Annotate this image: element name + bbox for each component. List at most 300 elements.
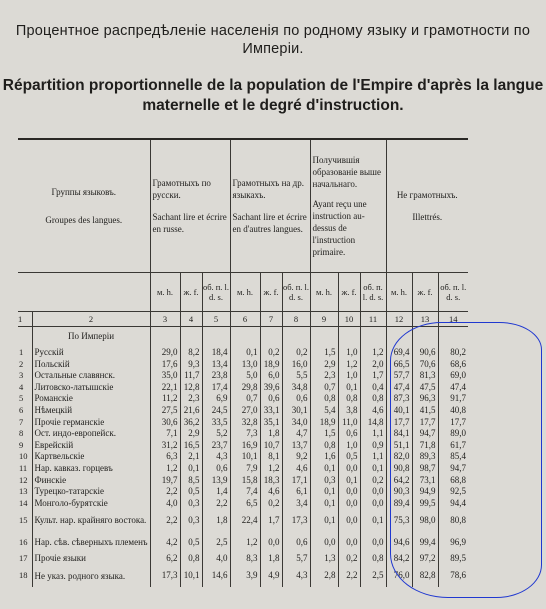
table-cell: 16,0 bbox=[282, 359, 310, 371]
table-cell: 2,5 bbox=[360, 565, 386, 587]
column-number: 9 bbox=[310, 312, 338, 327]
column-number: 11 bbox=[360, 312, 386, 327]
table-cell: 0,7 bbox=[230, 393, 260, 405]
table-cell: 19,7 bbox=[150, 475, 180, 487]
table-cell: 0,1 bbox=[310, 509, 338, 531]
table-cell: 30,1 bbox=[282, 405, 310, 417]
sub-f: ж. f. bbox=[338, 273, 360, 312]
column-number-row bbox=[18, 312, 468, 327]
table-cell: 94,7 bbox=[438, 463, 468, 475]
groups-header-ru: Группы языковъ. bbox=[51, 187, 117, 197]
language-group-name: Не указ. родного языка. bbox=[32, 565, 150, 587]
table-cell: 0,7 bbox=[310, 382, 338, 394]
table-row bbox=[18, 509, 468, 531]
language-group-name: Картвельскіе bbox=[32, 451, 150, 463]
column-number: 4 bbox=[180, 312, 202, 327]
table-cell: 3,9 bbox=[230, 565, 260, 587]
table-cell: 17,6 bbox=[150, 359, 180, 371]
table-cell: 47,5 bbox=[412, 382, 438, 394]
table-cell: 6,5 bbox=[230, 498, 260, 510]
table-cell: 97,2 bbox=[412, 553, 438, 565]
table-cell: 4,6 bbox=[260, 486, 282, 498]
row-number: 15 bbox=[18, 509, 32, 531]
section-spacer bbox=[260, 327, 282, 348]
table-cell: 3,4 bbox=[282, 498, 310, 510]
table-cell: 4,6 bbox=[360, 405, 386, 417]
table-cell: 6,0 bbox=[260, 370, 282, 382]
column-number: 10 bbox=[338, 312, 360, 327]
higher-education-header bbox=[310, 139, 386, 273]
table-cell: 0,1 bbox=[310, 463, 338, 475]
table-cell: 13,4 bbox=[202, 359, 230, 371]
literate-russian-ru: Грамотныхъ по русски. bbox=[152, 178, 211, 200]
table-cell: 0,8 bbox=[310, 440, 338, 452]
language-group-name: Нар. кавказ. горцевъ bbox=[32, 463, 150, 475]
table-cell: 7,1 bbox=[150, 428, 180, 440]
table-cell: 96,3 bbox=[412, 393, 438, 405]
table-cell: 2,3 bbox=[310, 370, 338, 382]
language-group-name: Турецко-татарскіе bbox=[32, 486, 150, 498]
language-group-name: Остальные славянск. bbox=[32, 370, 150, 382]
row-number: 11 bbox=[18, 463, 32, 475]
table-cell: 5,7 bbox=[282, 553, 310, 565]
table-cell: 98,0 bbox=[412, 509, 438, 531]
table-cell: 89,4 bbox=[386, 498, 412, 510]
table-cell: 0,1 bbox=[180, 463, 202, 475]
table-cell: 47,4 bbox=[386, 382, 412, 394]
table-cell: 0,1 bbox=[338, 382, 360, 394]
table-cell: 0,1 bbox=[360, 509, 386, 531]
sub-f: ж. f. bbox=[412, 273, 438, 312]
higher-education-ru: Получившія образованіе выше начальнаго. bbox=[312, 155, 381, 189]
table-cell: 0,3 bbox=[180, 509, 202, 531]
table-cell: 0,2 bbox=[260, 498, 282, 510]
table-cell: 2,2 bbox=[338, 565, 360, 587]
table-cell: 6,1 bbox=[282, 486, 310, 498]
section-spacer bbox=[230, 327, 260, 348]
sub-total: об. п. l. d. s. bbox=[202, 273, 230, 312]
table-cell: 5,5 bbox=[282, 370, 310, 382]
sub-total: об. п. l. d. s. bbox=[360, 273, 386, 312]
table-cell: 2,0 bbox=[360, 359, 386, 371]
row-number: 13 bbox=[18, 486, 32, 498]
table-cell: 7,3 bbox=[230, 428, 260, 440]
row-number: 18 bbox=[18, 565, 32, 587]
table-cell: 0,6 bbox=[282, 393, 310, 405]
table-cell: 89,3 bbox=[412, 451, 438, 463]
table-body bbox=[18, 347, 468, 587]
table-cell: 18,9 bbox=[260, 359, 282, 371]
table-cell: 1,1 bbox=[360, 428, 386, 440]
table-cell: 15,8 bbox=[230, 475, 260, 487]
title-russian: Процентное распредѣленіе населенія по родному языку и грамотности по Имперіи. bbox=[15, 23, 531, 57]
language-group-name: Ост. индо-европейск. bbox=[32, 428, 150, 440]
table-cell: 0,0 bbox=[360, 486, 386, 498]
statistics-table bbox=[18, 138, 468, 587]
language-group-name: Прочіе языки bbox=[32, 553, 150, 565]
table-cell: 4,7 bbox=[282, 428, 310, 440]
language-group-name: Нар. сѣв. сѣверныхъ племенъ bbox=[32, 531, 150, 553]
literate-other-ru: Грамотныхъ на др. языкахъ. bbox=[232, 178, 304, 200]
table-cell: 1,7 bbox=[260, 509, 282, 531]
table-cell: 22,4 bbox=[230, 509, 260, 531]
row-number: 16 bbox=[18, 531, 32, 553]
groups-header bbox=[18, 139, 150, 273]
table-cell: 1,8 bbox=[260, 553, 282, 565]
table-cell: 0,0 bbox=[338, 531, 360, 553]
table-cell: 0,8 bbox=[360, 393, 386, 405]
table-cell: 0,1 bbox=[230, 347, 260, 359]
table-cell: 80,2 bbox=[438, 347, 468, 359]
table-cell: 2,3 bbox=[180, 393, 202, 405]
table-cell: 0,2 bbox=[282, 347, 310, 359]
table-cell: 6,9 bbox=[202, 393, 230, 405]
table-cell: 1,1 bbox=[360, 451, 386, 463]
table-cell: 1,5 bbox=[310, 428, 338, 440]
section-spacer bbox=[150, 327, 180, 348]
table-cell: 0,6 bbox=[202, 463, 230, 475]
language-group-name: Еврейскій bbox=[32, 440, 150, 452]
section-spacer bbox=[180, 327, 202, 348]
table-row bbox=[18, 451, 468, 463]
table-cell: 1,8 bbox=[202, 509, 230, 531]
section-spacer bbox=[310, 327, 338, 348]
table-row bbox=[18, 359, 468, 371]
language-group-name: Монголо-бурятскіе bbox=[32, 498, 150, 510]
row-number: 6 bbox=[18, 405, 32, 417]
table-cell: 8,2 bbox=[180, 347, 202, 359]
table-cell: 75,3 bbox=[386, 509, 412, 531]
table-cell: 41,5 bbox=[412, 405, 438, 417]
table-cell: 3,8 bbox=[338, 405, 360, 417]
table-cell: 0,0 bbox=[338, 463, 360, 475]
sub-f: ж. f. bbox=[260, 273, 282, 312]
language-group-name: Нѣмецкій bbox=[32, 405, 150, 417]
language-group-name: Польскій bbox=[32, 359, 150, 371]
table-cell: 0,1 bbox=[360, 463, 386, 475]
table-row bbox=[18, 498, 468, 510]
table-cell: 31,2 bbox=[150, 440, 180, 452]
table-cell: 47,4 bbox=[438, 382, 468, 394]
table-cell: 21,6 bbox=[180, 405, 202, 417]
table-cell: 4,0 bbox=[202, 553, 230, 565]
table-row bbox=[18, 347, 468, 359]
language-group-name: Русскій bbox=[32, 347, 150, 359]
table-cell: 11,0 bbox=[338, 417, 360, 429]
column-number: 6 bbox=[230, 312, 260, 327]
table-cell: 33,1 bbox=[260, 405, 282, 417]
table-cell: 1,2 bbox=[150, 463, 180, 475]
row-number: 1 bbox=[18, 347, 32, 359]
table-cell: 17,4 bbox=[202, 382, 230, 394]
table-cell: 34,0 bbox=[282, 417, 310, 429]
illiterate-header bbox=[386, 139, 468, 273]
table-cell: 64,2 bbox=[386, 475, 412, 487]
table-cell: 17,7 bbox=[412, 417, 438, 429]
column-number: 5 bbox=[202, 312, 230, 327]
table-cell: 2,5 bbox=[202, 531, 230, 553]
table-cell: 40,1 bbox=[386, 405, 412, 417]
table-cell: 0,0 bbox=[338, 486, 360, 498]
header-row bbox=[18, 139, 468, 273]
table-row bbox=[18, 565, 468, 587]
table-cell: 1,2 bbox=[230, 531, 260, 553]
table-cell: 9,3 bbox=[180, 359, 202, 371]
table-cell: 82,8 bbox=[412, 565, 438, 587]
sub-m: м. h. bbox=[386, 273, 412, 312]
table-cell: 91,7 bbox=[438, 393, 468, 405]
table-cell: 1,8 bbox=[260, 428, 282, 440]
section-row bbox=[18, 327, 468, 348]
subheader-row bbox=[18, 273, 468, 312]
table-cell: 0,5 bbox=[338, 451, 360, 463]
table-cell: 2,8 bbox=[310, 565, 338, 587]
column-number: 13 bbox=[412, 312, 438, 327]
table-cell: 87,3 bbox=[386, 393, 412, 405]
table-cell: 33,5 bbox=[202, 417, 230, 429]
table-cell: 1,6 bbox=[310, 451, 338, 463]
table-cell: 11,2 bbox=[150, 393, 180, 405]
section-spacer bbox=[202, 327, 230, 348]
table-cell: 89,0 bbox=[438, 428, 468, 440]
table-row bbox=[18, 393, 468, 405]
sub-f: ж. f. bbox=[180, 273, 202, 312]
column-number: 1 bbox=[18, 312, 32, 327]
table-cell: 18,3 bbox=[260, 475, 282, 487]
table-cell: 27,5 bbox=[150, 405, 180, 417]
table-cell: 1,0 bbox=[338, 347, 360, 359]
language-group-name: Финскіе bbox=[32, 475, 150, 487]
table-cell: 0,6 bbox=[338, 428, 360, 440]
column-number: 2 bbox=[32, 312, 150, 327]
table-cell: 17,3 bbox=[282, 509, 310, 531]
table-cell: 5,2 bbox=[202, 428, 230, 440]
table-cell: 61,7 bbox=[438, 440, 468, 452]
table-cell: 70,6 bbox=[412, 359, 438, 371]
sub-m: м. h. bbox=[150, 273, 180, 312]
table-cell: 36,2 bbox=[180, 417, 202, 429]
table-row bbox=[18, 382, 468, 394]
table-cell: 0,4 bbox=[360, 382, 386, 394]
table-cell: 40,8 bbox=[438, 405, 468, 417]
table-row bbox=[18, 553, 468, 565]
section-spacer bbox=[18, 327, 32, 348]
table-row bbox=[18, 475, 468, 487]
table-cell: 13,7 bbox=[282, 440, 310, 452]
sub-m: м. h. bbox=[230, 273, 260, 312]
table-cell: 69,4 bbox=[386, 347, 412, 359]
table-cell: 81,3 bbox=[412, 370, 438, 382]
table-cell: 6,3 bbox=[150, 451, 180, 463]
language-group-name: Романскіе bbox=[32, 393, 150, 405]
row-number: 10 bbox=[18, 451, 32, 463]
groups-header-fr: Groupes des langues. bbox=[45, 215, 123, 225]
table-cell: 29,8 bbox=[230, 382, 260, 394]
table-cell: 17,7 bbox=[386, 417, 412, 429]
table-cell: 4,3 bbox=[202, 451, 230, 463]
table-cell: 57,7 bbox=[386, 370, 412, 382]
table-cell: 0,0 bbox=[360, 531, 386, 553]
table-cell: 13,0 bbox=[230, 359, 260, 371]
row-number: 17 bbox=[18, 553, 32, 565]
illiterate-ru: Не грамотныхъ. bbox=[396, 190, 458, 200]
table-cell: 0,8 bbox=[180, 553, 202, 565]
table-cell: 89,5 bbox=[438, 553, 468, 565]
row-number: 4 bbox=[18, 382, 32, 394]
table-cell: 39,6 bbox=[260, 382, 282, 394]
table-cell: 0,8 bbox=[360, 553, 386, 565]
table-cell: 0,0 bbox=[260, 531, 282, 553]
section-spacer bbox=[360, 327, 386, 348]
table-cell: 69,0 bbox=[438, 370, 468, 382]
sub-total: об. п. l. d. s. bbox=[438, 273, 468, 312]
column-number: 3 bbox=[150, 312, 180, 327]
table-cell: 27,0 bbox=[230, 405, 260, 417]
table-cell: 71,8 bbox=[412, 440, 438, 452]
table-cell: 0,8 bbox=[310, 393, 338, 405]
literate-russian-header bbox=[150, 139, 230, 273]
table-cell: 32,8 bbox=[230, 417, 260, 429]
illiterate-fr: Illettrés. bbox=[412, 212, 443, 222]
table-cell: 8,3 bbox=[230, 553, 260, 565]
table-cell: 1,0 bbox=[338, 370, 360, 382]
section-spacer bbox=[282, 327, 310, 348]
section-spacer bbox=[438, 327, 468, 348]
table-cell: 2,2 bbox=[150, 486, 180, 498]
table-cell: 0,1 bbox=[310, 498, 338, 510]
table-cell: 0,6 bbox=[282, 531, 310, 553]
table-cell: 85,4 bbox=[438, 451, 468, 463]
table-cell: 17,1 bbox=[282, 475, 310, 487]
table-cell: 0,5 bbox=[180, 486, 202, 498]
table-cell: 7,4 bbox=[230, 486, 260, 498]
column-number: 7 bbox=[260, 312, 282, 327]
table-cell: 17,3 bbox=[150, 565, 180, 587]
row-number: 8 bbox=[18, 428, 32, 440]
table-cell: 8,1 bbox=[260, 451, 282, 463]
table-row bbox=[18, 428, 468, 440]
table-cell: 94,7 bbox=[412, 428, 438, 440]
language-group-name: Прочіе германскіе bbox=[32, 417, 150, 429]
table-row bbox=[18, 370, 468, 382]
table-cell: 4,2 bbox=[150, 531, 180, 553]
table-cell: 2,2 bbox=[150, 509, 180, 531]
table-row bbox=[18, 463, 468, 475]
table-row bbox=[18, 440, 468, 452]
table-cell: 0,0 bbox=[310, 531, 338, 553]
table-cell: 16,5 bbox=[180, 440, 202, 452]
table-cell: 18,9 bbox=[310, 417, 338, 429]
table-cell: 35,1 bbox=[260, 417, 282, 429]
column-number: 8 bbox=[282, 312, 310, 327]
column-number: 12 bbox=[386, 312, 412, 327]
table-cell: 68,8 bbox=[438, 475, 468, 487]
table-cell: 0,9 bbox=[360, 440, 386, 452]
table-cell: 0,0 bbox=[338, 509, 360, 531]
section-spacer bbox=[386, 327, 412, 348]
table-cell: 7,9 bbox=[230, 463, 260, 475]
section-label: По Имперіи bbox=[32, 327, 150, 348]
table-cell: 66,5 bbox=[386, 359, 412, 371]
table-cell: 35,0 bbox=[150, 370, 180, 382]
table-cell: 0,1 bbox=[338, 475, 360, 487]
table-cell: 10,7 bbox=[260, 440, 282, 452]
table-cell: 6,2 bbox=[150, 553, 180, 565]
language-group-name: Литовско-латышскіе bbox=[32, 382, 150, 394]
table-cell: 1,0 bbox=[338, 440, 360, 452]
table-cell: 0,2 bbox=[260, 347, 282, 359]
table-cell: 22,1 bbox=[150, 382, 180, 394]
row-number: 9 bbox=[18, 440, 32, 452]
table-cell: 2,2 bbox=[202, 498, 230, 510]
table-row bbox=[18, 486, 468, 498]
table-cell: 17,7 bbox=[438, 417, 468, 429]
table-cell: 23,8 bbox=[202, 370, 230, 382]
table-cell: 82,0 bbox=[386, 451, 412, 463]
table-cell: 68,6 bbox=[438, 359, 468, 371]
table-cell: 90,3 bbox=[386, 486, 412, 498]
table-cell: 2,9 bbox=[310, 359, 338, 371]
table-cell: 5,4 bbox=[310, 405, 338, 417]
section-spacer bbox=[412, 327, 438, 348]
table-cell: 1,2 bbox=[338, 359, 360, 371]
table-cell: 1,5 bbox=[310, 347, 338, 359]
table-cell: 34,8 bbox=[282, 382, 310, 394]
table-row bbox=[18, 405, 468, 417]
table-cell: 1,4 bbox=[202, 486, 230, 498]
literate-other-header bbox=[230, 139, 310, 273]
table-cell: 51,1 bbox=[386, 440, 412, 452]
table-cell: 16,9 bbox=[230, 440, 260, 452]
table-cell: 10,1 bbox=[180, 565, 202, 587]
row-number: 2 bbox=[18, 359, 32, 371]
title-french: Répartition proportionnelle de la population de l'Empire d'après la langue maternelle et le degré d'instruction. bbox=[2, 77, 544, 114]
table-cell: 13,9 bbox=[202, 475, 230, 487]
table-cell: 84,2 bbox=[386, 553, 412, 565]
table-cell: 5,0 bbox=[230, 370, 260, 382]
table-row bbox=[18, 417, 468, 429]
table-cell: 24,5 bbox=[202, 405, 230, 417]
table-cell: 4,0 bbox=[150, 498, 180, 510]
table-cell: 1,3 bbox=[310, 553, 338, 565]
table-cell: 2,1 bbox=[180, 451, 202, 463]
table-cell: 4,9 bbox=[260, 565, 282, 587]
table-cell: 4,6 bbox=[282, 463, 310, 475]
table-cell: 76,0 bbox=[386, 565, 412, 587]
sub-total: об. п. l. d. s. bbox=[282, 273, 310, 312]
table-cell: 12,8 bbox=[180, 382, 202, 394]
table-cell: 99,5 bbox=[412, 498, 438, 510]
higher-education-fr: Ayant reçu une instruction au-dessus de l'instruction primaire. bbox=[312, 199, 367, 257]
table-cell: 30,6 bbox=[150, 417, 180, 429]
table-cell: 0,3 bbox=[310, 475, 338, 487]
row-number: 3 bbox=[18, 370, 32, 382]
language-group-name: Культ. нар. крайняго востока. bbox=[32, 509, 150, 531]
row-number: 12 bbox=[18, 475, 32, 487]
table-cell: 0,0 bbox=[338, 498, 360, 510]
literate-russian-fr: Sachant lire et écrire en russe. bbox=[152, 212, 227, 234]
sub-m: м. h. bbox=[310, 273, 338, 312]
table-cell: 10,1 bbox=[230, 451, 260, 463]
section-spacer bbox=[338, 327, 360, 348]
row-number: 14 bbox=[18, 498, 32, 510]
table-cell: 11,7 bbox=[180, 370, 202, 382]
column-number: 14 bbox=[438, 312, 468, 327]
table-cell: 1,2 bbox=[360, 347, 386, 359]
table-cell: 94,4 bbox=[438, 498, 468, 510]
table-cell: 78,6 bbox=[438, 565, 468, 587]
table-cell: 73,1 bbox=[412, 475, 438, 487]
